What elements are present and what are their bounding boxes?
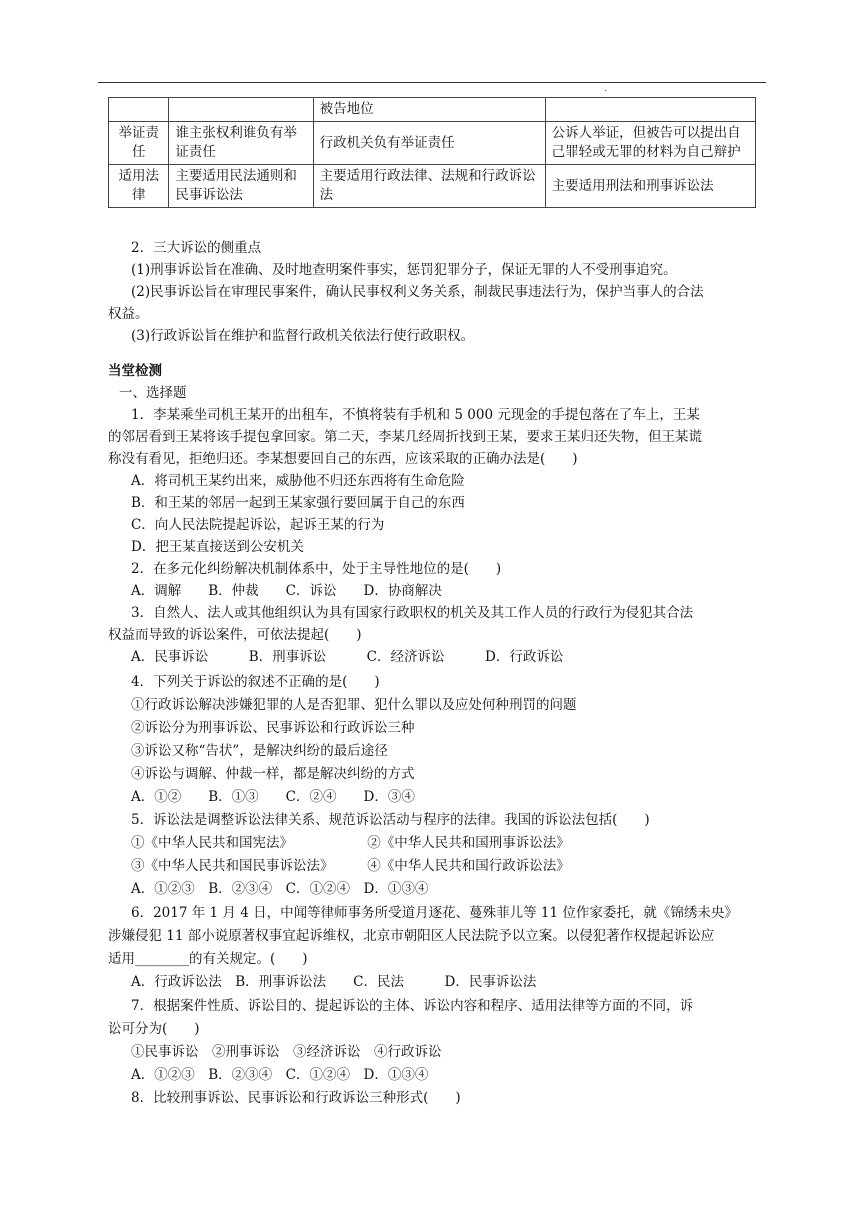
table-row-header: 适用法律 (109, 165, 169, 208)
q4-stem: 4．下列关于诉讼的叙述不正确的是( ) (131, 674, 380, 690)
focus-para-2: (2)民事诉讼旨在审理民事案件，确认民事权利义务关系，制裁民事违法行为，保护当事人的合法 (131, 284, 704, 300)
q7-statements: ①民事诉讼 ②刑事诉讼 ③经济诉讼 ④行政诉讼 (131, 1044, 442, 1060)
focus-para-3: (3)行政诉讼旨在维护和监督行政机关依法行使行政职权。 (131, 328, 475, 344)
q1-option-c: C．向人民法院提起诉讼，起诉王某的行为 (131, 517, 385, 533)
sub-title: 一、选择题 (119, 385, 187, 401)
q8-stem: 8．比较刑事诉讼、民事诉讼和行政诉讼三种形式( ) (131, 1090, 461, 1106)
q6-stem: 6．2017 年 1 月 4 日，中闻等律师事务所受道月逐花、蔓殊菲儿等 11 位作家委托，就《锦绣未央》 (131, 905, 738, 921)
comparison-table (108, 97, 756, 208)
q1-option-b: B．和王某的邻居一起到王某家强行要回属于自己的东西 (131, 495, 465, 511)
table-cell: 主要适用刑法和刑事诉讼法 (545, 165, 755, 208)
table-cell: 行政机关负有举证责任 (313, 122, 545, 165)
header-mark: · (604, 86, 608, 97)
focus-para-2-cont: 权益。 (108, 306, 149, 322)
q2-options: A．调解 B．仲裁 C．诉讼 D．协商解决 (131, 583, 442, 599)
q4-statement-4: ④诉讼与调解、仲裁一样，都是解决纠纷的方式 (131, 766, 415, 782)
table-cell: 主要适用行政法律、法规和行政诉讼法 (313, 165, 545, 208)
focus-para-1: (1)刑事诉讼旨在准确、及时地查明案件事实，惩罚犯罪分子，保证无罪的人不受刑事追究。 (131, 262, 677, 278)
q1-option-a: A．将司机王某约出来，威胁他不归还东西将有生命危险 (131, 473, 465, 489)
q4-statement-2: ②诉讼分为刑事诉讼、民事诉讼和行政诉讼三种 (131, 720, 415, 736)
q5-stem: 5．诉讼法是调整诉讼法律关系、规范诉讼活动与程序的法律。我国的诉讼法包括( ) (131, 812, 650, 828)
table-cell (169, 98, 313, 122)
q3-stem: 3．自然人、法人或其他组织认为具有国家行政职权的机关及其工作人员的行政行为侵犯其合法 (131, 605, 694, 621)
table-cell: 主要适用民法通则和民事诉讼法 (169, 165, 313, 208)
q3-stem-cont: 权益而导致的诉讼案件，可依法提起( ) (108, 627, 362, 643)
q2-stem: 2．在多元化纠纷解决机制体系中，处于主导性地位的是( ) (131, 561, 502, 577)
table-cell (545, 98, 755, 122)
q4-options: A．①② B．①③ C．②④ D．③④ (131, 789, 415, 805)
table-cell: 被告地位 (313, 98, 545, 122)
q4-statement-3: ③诉讼又称“告状”，是解决纠纷的最后途径 (131, 743, 388, 759)
table-row-header: 举证责任 (109, 122, 169, 165)
q5-options: A．①②③ B．②③④ C．①②④ D．①③④ (131, 881, 429, 897)
q1-stem-cont: 的邻居看到王某将该手提包拿回家。第二天，李某几经周折找到王某，要求王某归还失物，但王某谎 (108, 429, 702, 445)
q1-stem: 1．李某乘坐司机王某开的出租车，不慎将装有手机和 5 000 元现金的手提包落在了车上，王某 (131, 407, 700, 423)
q6-stem-cont: 适用________的有关规定。( ) (108, 951, 308, 967)
q1-stem-cont: 称没有看见，拒绝归还。李某想要回自己的东西，应该采取的正确办法是( ) (108, 451, 578, 467)
q5-items-row-1: ①《中华人民共和国宪法》 ②《中华人民共和国刑事诉讼法》 (131, 835, 570, 851)
q4-statement-1: ①行政诉讼解决涉嫌犯罪的人是否犯罪、犯什么罪以及应处何种刑罚的问题 (131, 697, 577, 713)
q7-options: A．①②③ B．②③④ C．①②④ D．①③④ (131, 1067, 429, 1083)
table-row (109, 165, 756, 208)
q3-options: A．民事诉讼 B．刑事诉讼 C．经济诉讼 D．行政诉讼 (131, 649, 564, 665)
focus-heading: 2．三大诉讼的侧重点 (131, 240, 262, 256)
q7-stem-cont: 讼可分为( ) (108, 1021, 200, 1037)
q6-options: A．行政诉讼法 B．刑事诉讼法 C．民法 D．民事诉讼法 (131, 974, 537, 990)
q1-option-d: D．把王某直接送到公安机关 (131, 539, 304, 555)
table-row (109, 122, 756, 165)
q5-items-row-2: ③《中华人民共和国民事诉讼法》 ④《中华人民共和国行政诉讼法》 (131, 858, 570, 874)
q6-stem-cont: 涉嫌侵犯 11 部小说原著权事宜起诉维权，北京市朝阳区人民法院予以立案。以侵犯著作权提起诉讼应 (108, 928, 715, 944)
table-cell: 公诉人举证，但被告可以提出自己罪轻或无罪的材料为自己辩护 (545, 122, 755, 165)
q7-stem: 7．根据案件性质、诉讼目的、提起诉讼的主体、诉讼内容和程序、适用法律等方面的不同，诉 (131, 998, 694, 1014)
table-row (109, 98, 756, 122)
header-rule (98, 82, 766, 83)
section-title: 当堂检测 (108, 363, 162, 379)
table-cell (109, 98, 169, 122)
table-cell: 谁主张权利谁负有举证责任 (169, 122, 313, 165)
